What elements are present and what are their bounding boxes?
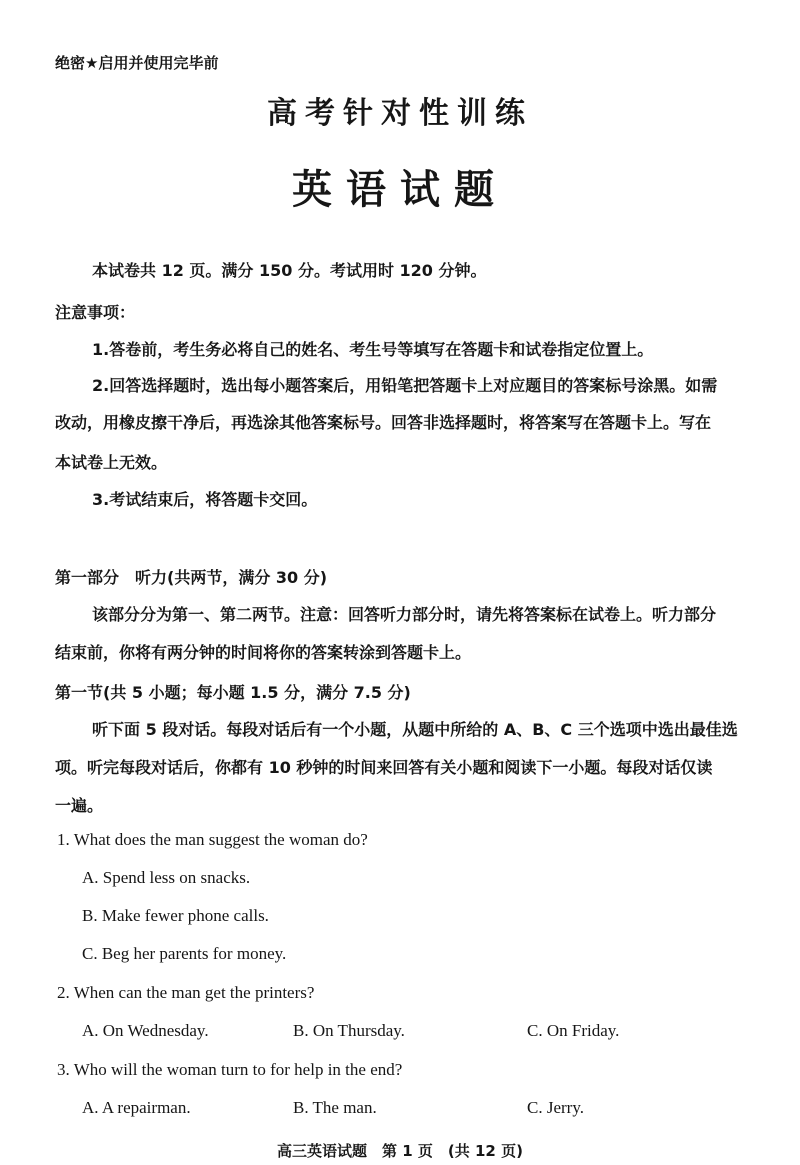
part1-desc-line-1: 该部分分为第一、第二两节。注意：回答听力部分时，请先将答案标在试卷上。听力部分 — [92, 605, 717, 624]
exam-title: 高考针对性训练 — [267, 96, 533, 131]
question-3-option-a: A. A repairman. — [82, 1098, 191, 1117]
notice-item-3: 3.考试结束后，将答题卡交回。 — [92, 490, 318, 509]
question-2-option-c: C. On Friday. — [527, 1021, 620, 1040]
question-3-stem: 3. Who will the woman turn to for help in the end? — [57, 1060, 403, 1079]
part1-heading: 第一部分 听力(共两节，满分 30 分) — [55, 568, 328, 587]
question-3-option-c: C. Jerry. — [527, 1098, 584, 1117]
question-1-stem: 1. What does the man suggest the woman do? — [57, 830, 368, 849]
notice-item-2-line-2: 改动，用橡皮擦干净后，再选涂其他答案标号。回答非选择题时，将答案写在答题卡上。写在 — [55, 413, 712, 432]
question-1-option-b: B. Make fewer phone calls. — [82, 906, 269, 925]
section1-heading: 第一节(共 5 小题；每小题 1.5 分，满分 7.5 分) — [55, 683, 411, 702]
notice-item-1: 1.答卷前，考生务必将自己的姓名、考生号等填写在答题卡和试卷指定位置上。 — [92, 340, 654, 359]
question-1-option-a: A. Spend less on snacks. — [82, 868, 251, 887]
notice-item-2-line-3: 本试卷上无效。 — [55, 453, 168, 472]
question-2-option-a: A. On Wednesday. — [82, 1021, 209, 1040]
notice-heading: 注意事项： — [55, 303, 136, 322]
subject-title: 英语试题 — [292, 167, 508, 213]
section1-line-1: 听下面 5 段对话。每段对话后有一个小题，从题中所给的 A、B、C 三个选项中选出最佳选 — [92, 720, 738, 739]
question-2-option-b: B. On Thursday. — [293, 1021, 405, 1040]
part1-desc-line-2: 结束前，你将有两分钟的时间将你的答案转涂到答题卡上。 — [55, 643, 472, 662]
notice-item-2-line-1: 2.回答选择题时，选出每小题答案后，用铅笔把答题卡上对应题目的答案标号涂黑。如需 — [92, 376, 718, 395]
question-3-option-b: B. The man. — [293, 1098, 377, 1117]
section1-line-3: 一遍。 — [55, 796, 104, 815]
section1-line-2: 项。听完每段对话后，你都有 10 秒钟的时间来回答有关小题和阅读下一小题。每段对话仅读 — [55, 758, 713, 777]
question-1-option-c: C. Beg her parents for money. — [82, 944, 287, 963]
exam-intro: 本试卷共 12 页。满分 150 分。考试用时 120 分钟。 — [92, 261, 487, 280]
confidential-note: 绝密★启用并使用完毕前 — [55, 54, 219, 72]
question-2-stem: 2. When can the man get the printers? — [57, 983, 315, 1002]
page-footer: 高三英语试题 第 1 页 (共 12 页) — [277, 1142, 523, 1160]
